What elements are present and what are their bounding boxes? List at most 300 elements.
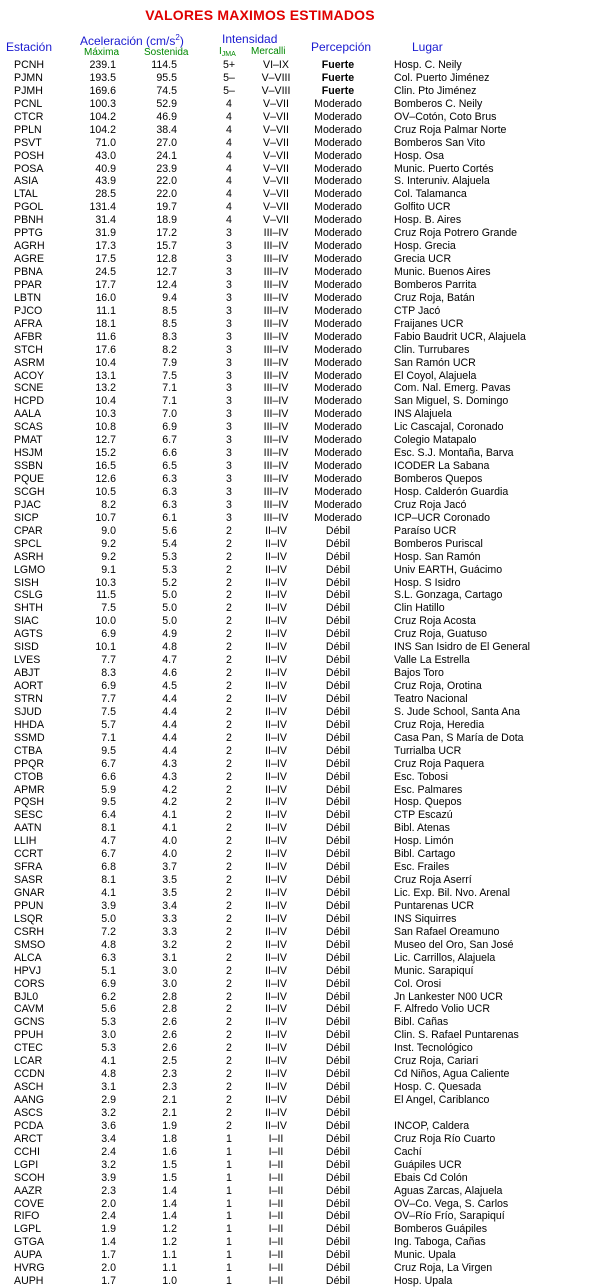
sustained-acceleration: 1.6	[162, 1145, 177, 1158]
mercalli-intensity: III–IV	[263, 266, 289, 278]
station-code: PBNH	[14, 214, 44, 227]
table-row	[0, 589, 590, 602]
station-code: SPCL	[14, 537, 42, 550]
table-row	[0, 357, 590, 370]
location: ICODER La Sabana	[394, 460, 490, 473]
max-acceleration: 9.5	[101, 744, 116, 757]
jma-intensity: 2	[226, 1119, 232, 1132]
station-code: ASIA	[14, 175, 39, 188]
mercalli-intensity: III–IV	[263, 304, 289, 317]
table-row	[0, 525, 590, 538]
jma-intensity: 2	[226, 874, 232, 887]
header-maxima: Máxima	[84, 47, 120, 58]
perception: Débil	[325, 835, 351, 848]
sustained-acceleration: 1.4	[162, 1210, 177, 1223]
location: OV–Río Frío, Sarapiquí	[394, 1210, 505, 1223]
table-row	[0, 1094, 590, 1107]
max-acceleration: 6.9	[101, 680, 116, 692]
perception: Moderado	[314, 291, 362, 304]
max-acceleration: 43.0	[95, 149, 116, 162]
jma-intensity: 3	[226, 317, 232, 330]
sustained-acceleration: 19.7	[156, 201, 177, 214]
mercalli-intensity: II–IV	[265, 912, 287, 925]
station-code: LSQR	[14, 912, 43, 925]
max-acceleration: 10.3	[95, 408, 116, 421]
table-row	[0, 732, 590, 745]
station-code: ASRM	[14, 356, 45, 369]
perception: Débil	[325, 1068, 351, 1081]
max-acceleration: 4.8	[101, 1068, 116, 1081]
station-code: PJMN	[14, 71, 43, 84]
sustained-acceleration: 12.4	[156, 278, 177, 291]
perception: Moderado	[314, 149, 362, 162]
table-row	[0, 926, 590, 939]
perception: Débil	[325, 667, 351, 680]
table-row	[0, 861, 590, 874]
max-acceleration: 4.8	[101, 938, 116, 951]
table-row	[0, 1016, 590, 1029]
jma-intensity: 3	[226, 447, 232, 460]
perception: Débil	[325, 589, 351, 602]
mercalli-intensity: I–II	[268, 1184, 284, 1197]
max-acceleration: 1.7	[101, 1275, 116, 1288]
table-row	[0, 1236, 590, 1249]
jma-intensity: 2	[226, 718, 232, 731]
sustained-acceleration: 46.9	[156, 110, 177, 123]
table-row	[0, 1275, 590, 1288]
max-acceleration: 2.4	[101, 1145, 116, 1158]
location: Cruz Roja, Cariari	[394, 1055, 479, 1068]
sustained-acceleration: 24.1	[156, 149, 177, 162]
jma-intensity: 2	[226, 887, 232, 899]
mercalli-intensity: II–IV	[265, 938, 287, 951]
jma-intensity: 2	[226, 951, 232, 964]
sustained-acceleration: 8.5	[162, 317, 177, 330]
perception: Moderado	[314, 421, 362, 434]
max-acceleration: 3.1	[101, 1081, 116, 1094]
location: Bomberos C. Neily	[394, 97, 483, 110]
table-row	[0, 1042, 590, 1055]
table-row	[0, 150, 590, 163]
mercalli-intensity: II–IV	[265, 628, 287, 641]
jma-intensity: 2	[226, 796, 232, 809]
mercalli-intensity: II–IV	[265, 550, 287, 563]
max-acceleration: 7.1	[101, 731, 116, 744]
table-row	[0, 1003, 590, 1016]
sustained-acceleration: 3.4	[162, 899, 177, 912]
jma-intensity: 2	[226, 731, 232, 744]
jma-intensity: 2	[226, 809, 232, 822]
sustained-acceleration: 5.6	[162, 524, 177, 537]
location: Esc. Frailes	[394, 861, 450, 874]
jma-intensity: 4	[226, 214, 232, 227]
mercalli-intensity: II–IV	[265, 641, 287, 654]
table-row	[0, 978, 590, 991]
mercalli-intensity: V–VII	[263, 149, 289, 162]
station-code: PPAR	[14, 278, 43, 291]
perception: Débil	[325, 1171, 351, 1184]
jma-intensity: 2	[226, 835, 232, 848]
mercalli-intensity: II–IV	[265, 524, 287, 537]
station-code: PPQR	[14, 757, 45, 770]
location: Aguas Zarcas, Alajuela	[394, 1184, 503, 1197]
table-row	[0, 305, 590, 318]
sustained-acceleration: 6.1	[162, 511, 177, 524]
max-acceleration: 9.2	[101, 550, 116, 563]
mercalli-intensity: II–IV	[265, 770, 287, 783]
location: El Coyol, Alajuela	[394, 369, 477, 382]
jma-intensity: 3	[226, 434, 232, 447]
sustained-acceleration: 3.0	[162, 964, 177, 977]
station-code: LGPI	[14, 1158, 39, 1171]
mercalli-intensity: I–II	[268, 1197, 284, 1210]
table-row	[0, 693, 590, 706]
header-sostenida: Sostenida	[144, 47, 189, 58]
station-code: LCAR	[14, 1055, 43, 1068]
mercalli-intensity: III–IV	[263, 473, 289, 485]
table-row	[0, 784, 590, 797]
table-row	[0, 965, 590, 978]
perception: Débil	[325, 1081, 351, 1094]
station-code: PPLN	[14, 123, 42, 136]
mercalli-intensity: V–VII	[263, 123, 289, 136]
station-table	[0, 59, 590, 1288]
location: Munic. Upala	[394, 1249, 456, 1262]
jma-intensity: 2	[226, 977, 232, 990]
jma-intensity: 4	[226, 110, 232, 123]
max-acceleration: 1.4	[101, 1236, 116, 1249]
max-acceleration: 2.0	[101, 1197, 116, 1210]
max-acceleration: 17.3	[95, 240, 116, 253]
max-acceleration: 7.2	[101, 925, 116, 938]
table-row	[0, 654, 590, 667]
table-row	[0, 408, 590, 421]
perception: Débil	[325, 874, 351, 887]
mercalli-intensity: I–II	[268, 1262, 284, 1275]
location: San Rafael Oreamuno	[394, 925, 500, 938]
location: Hosp. Calderón Guardia	[394, 485, 509, 498]
mercalli-intensity: II–IV	[265, 1029, 287, 1042]
perception: Moderado	[314, 304, 362, 317]
jma-intensity: 3	[226, 266, 232, 278]
max-acceleration: 6.7	[101, 757, 116, 770]
location: Hosp. C. Neily	[394, 59, 462, 71]
table-row	[0, 1068, 590, 1081]
max-acceleration: 4.1	[101, 887, 116, 899]
perception: Débil	[325, 1249, 351, 1262]
perception: Débil	[325, 1042, 351, 1055]
mercalli-intensity: II–IV	[265, 589, 287, 602]
sustained-acceleration: 4.8	[162, 641, 177, 654]
max-acceleration: 15.2	[95, 447, 116, 460]
location: Inst. Tecnológico	[394, 1042, 473, 1055]
table-row	[0, 214, 590, 227]
location: Casa Pan, S María de Dota	[394, 731, 524, 744]
max-acceleration: 17.6	[95, 343, 116, 356]
mercalli-intensity: V–VII	[263, 175, 289, 188]
max-acceleration: 239.1	[89, 59, 116, 71]
station-code: GTGA	[14, 1236, 45, 1249]
table-row	[0, 887, 590, 900]
perception: Fuerte	[321, 71, 355, 84]
table-row	[0, 227, 590, 240]
perception: Moderado	[314, 188, 362, 201]
jma-intensity: 1	[226, 1132, 232, 1145]
station-code: STCH	[14, 343, 43, 356]
jma-intensity: 2	[226, 990, 232, 1003]
sustained-acceleration: 6.6	[162, 447, 177, 460]
sustained-acceleration: 7.9	[162, 356, 177, 369]
table-row	[0, 1055, 590, 1068]
perception: Moderado	[314, 123, 362, 136]
sustained-acceleration: 23.9	[156, 162, 177, 175]
station-code: CSLG	[14, 589, 43, 602]
sustained-acceleration: 2.1	[162, 1094, 177, 1106]
jma-intensity: 4	[226, 123, 232, 136]
sustained-acceleration: 2.6	[162, 1016, 177, 1029]
table-row	[0, 201, 590, 214]
location: Clin. S. Rafael Puntarenas	[394, 1029, 519, 1042]
jma-intensity: 2	[226, 1003, 232, 1016]
jma-intensity: 1	[226, 1210, 232, 1223]
station-code: ACOY	[14, 369, 45, 382]
station-code: PGOL	[14, 201, 44, 214]
table-row	[0, 279, 590, 292]
jma-intensity: 2	[226, 680, 232, 692]
max-acceleration: 5.0	[101, 912, 116, 925]
location: Hosp. S Isidro	[394, 576, 461, 589]
location: S.L. Gonzaga, Cartago	[394, 589, 503, 602]
jma-intensity: 3	[226, 227, 232, 240]
mercalli-intensity: II–IV	[265, 899, 287, 912]
table-row	[0, 137, 590, 150]
sustained-acceleration: 1.0	[162, 1275, 177, 1288]
mercalli-intensity: V–VII	[263, 110, 289, 123]
sustained-acceleration: 3.3	[162, 912, 177, 925]
location: Cruz Roja Río Cuarto	[394, 1132, 496, 1145]
mercalli-intensity: II–IV	[265, 874, 287, 887]
table-row	[0, 1185, 590, 1198]
mercalli-intensity: I–II	[268, 1275, 284, 1288]
mercalli-intensity: III–IV	[263, 395, 289, 408]
sustained-acceleration: 1.2	[162, 1223, 177, 1236]
perception: Débil	[325, 977, 351, 990]
perception: Débil	[325, 938, 351, 951]
location: Teatro Nacional	[394, 692, 468, 705]
perception: Moderado	[314, 485, 362, 498]
location: Esc. Palmares	[394, 783, 463, 796]
station-code: BJL0	[14, 990, 39, 1003]
jma-intensity: 4	[226, 162, 232, 175]
max-acceleration: 43.9	[95, 175, 116, 188]
max-acceleration: 31.4	[95, 214, 116, 227]
jma-intensity: 2	[226, 757, 232, 770]
mercalli-intensity: III–IV	[263, 343, 289, 356]
location: Cruz Roja Paquera	[394, 757, 485, 770]
header-ijma-sub: JMA	[221, 51, 236, 58]
perception: Moderado	[314, 240, 362, 253]
max-acceleration: 16.5	[95, 460, 116, 473]
station-code: AORT	[14, 680, 44, 692]
jma-intensity: 1	[226, 1262, 232, 1275]
jma-intensity: 2	[226, 692, 232, 705]
station-code: RIFO	[14, 1210, 40, 1223]
mercalli-intensity: II–IV	[265, 1106, 287, 1119]
station-code: ASCS	[14, 1106, 43, 1119]
jma-intensity: 2	[226, 641, 232, 654]
max-acceleration: 3.9	[101, 899, 116, 912]
jma-intensity: 2	[226, 537, 232, 550]
header-ijma	[219, 46, 236, 58]
station-code: POSA	[14, 162, 44, 175]
table-row	[0, 124, 590, 137]
jma-intensity: 2	[226, 550, 232, 563]
mercalli-intensity: V–VII	[263, 188, 289, 201]
table-row	[0, 460, 590, 473]
station-code: LTAL	[14, 188, 38, 201]
table-row	[0, 771, 590, 784]
jma-intensity: 3	[226, 382, 232, 395]
max-acceleration: 10.7	[95, 511, 116, 524]
station-code: HVRG	[14, 1262, 45, 1275]
location: Grecia UCR	[394, 253, 452, 266]
location: Col. Talamanca	[394, 188, 467, 201]
mercalli-intensity: II–IV	[265, 822, 287, 835]
station-code: SMSO	[14, 938, 46, 951]
perception: Moderado	[314, 408, 362, 421]
mercalli-intensity: II–IV	[265, 809, 287, 822]
perception: Débil	[325, 1275, 351, 1288]
station-code: CTOB	[14, 770, 44, 783]
header-aceleracion-close: )	[179, 34, 184, 48]
station-code: PJAC	[14, 498, 42, 511]
station-code: PQUE	[14, 473, 45, 485]
perception: Moderado	[314, 395, 362, 408]
max-acceleration: 16.0	[95, 291, 116, 304]
table-row	[0, 939, 590, 952]
perception: Moderado	[314, 317, 362, 330]
station-code: SIAC	[14, 615, 39, 628]
jma-intensity: 1	[226, 1223, 232, 1236]
sustained-acceleration: 1.1	[162, 1249, 177, 1262]
location: Bomberos Quepos	[394, 473, 483, 485]
jma-intensity: 3	[226, 291, 232, 304]
sustained-acceleration: 52.9	[156, 97, 177, 110]
jma-intensity: 3	[226, 330, 232, 343]
table-row	[0, 253, 590, 266]
max-acceleration: 3.6	[101, 1119, 116, 1132]
location: INS San Isidro de El General	[394, 641, 531, 654]
table-row	[0, 421, 590, 434]
perception: Débil	[325, 1184, 351, 1197]
table-row	[0, 602, 590, 615]
station-code: AATN	[14, 822, 42, 835]
perception: Débil	[325, 524, 351, 537]
location: Fraijanes UCR	[394, 317, 464, 330]
mercalli-intensity: III–IV	[263, 356, 289, 369]
mercalli-intensity: III–IV	[263, 421, 289, 434]
station-code: AAZR	[14, 1184, 43, 1197]
station-code: PCNH	[14, 59, 45, 71]
sustained-acceleration: 15.7	[156, 240, 177, 253]
perception: Fuerte	[321, 59, 355, 71]
table-row	[0, 1210, 590, 1223]
mercalli-intensity: II–IV	[265, 718, 287, 731]
table-row	[0, 758, 590, 771]
sustained-acceleration: 4.3	[162, 770, 177, 783]
mercalli-intensity: III–IV	[263, 278, 289, 291]
jma-intensity: 2	[226, 628, 232, 641]
sustained-acceleration: 1.1	[162, 1262, 177, 1275]
location: Bomberos Guápiles	[394, 1223, 488, 1236]
jma-intensity: 4	[226, 175, 232, 188]
sustained-acceleration: 22.0	[156, 175, 177, 188]
location: OV–Co. Vega, S. Carlos	[394, 1197, 509, 1210]
table-row	[0, 72, 590, 85]
station-code: CTBA	[14, 744, 43, 757]
max-acceleration: 5.7	[101, 718, 116, 731]
perception: Débil	[325, 951, 351, 964]
perception: Moderado	[314, 498, 362, 511]
jma-intensity: 2	[226, 1029, 232, 1042]
sustained-acceleration: 2.3	[162, 1081, 177, 1094]
table-row	[0, 1107, 590, 1120]
mercalli-intensity: II–IV	[265, 887, 287, 899]
location: Munic. Puerto Cortés	[394, 162, 494, 175]
mercalli-intensity: I–II	[268, 1158, 284, 1171]
mercalli-intensity: II–IV	[265, 951, 287, 964]
perception: Moderado	[314, 473, 362, 485]
sustained-acceleration: 2.5	[162, 1055, 177, 1068]
station-code: AUPH	[14, 1275, 44, 1288]
location: Col. Puerto Jiménez	[394, 71, 490, 84]
table-row	[0, 1262, 590, 1275]
location: Clin Hatillo	[394, 602, 445, 615]
jma-intensity: 2	[226, 1094, 232, 1106]
perception: Débil	[325, 1094, 351, 1106]
mercalli-intensity: III–IV	[263, 317, 289, 330]
jma-intensity: 2	[226, 783, 232, 796]
station-code: SICP	[14, 511, 39, 524]
table-row	[0, 848, 590, 861]
mercalli-intensity: III–IV	[263, 511, 289, 524]
station-code: LGPL	[14, 1223, 42, 1236]
location: Bomberos San Vito	[394, 136, 486, 149]
location: Cachí	[394, 1145, 422, 1158]
location: INCOP, Caldera	[394, 1119, 470, 1132]
station-code: AGTS	[14, 628, 43, 641]
jma-intensity: 3	[226, 511, 232, 524]
sustained-acceleration: 3.5	[162, 887, 177, 899]
sustained-acceleration: 1.8	[162, 1132, 177, 1145]
station-code: CCHI	[14, 1145, 40, 1158]
mercalli-intensity: III–IV	[263, 330, 289, 343]
location: Cruz Roja Acosta	[394, 615, 476, 628]
station-code: CCDN	[14, 1068, 45, 1081]
max-acceleration: 7.5	[101, 602, 116, 615]
sustained-acceleration: 2.1	[162, 1106, 177, 1119]
perception: Débil	[325, 822, 351, 835]
location: Ebais Cd Colón	[394, 1171, 468, 1184]
perception: Débil	[325, 990, 351, 1003]
max-acceleration: 7.7	[101, 692, 116, 705]
station-code: GCNS	[14, 1016, 45, 1029]
perception: Débil	[325, 641, 351, 654]
mercalli-intensity: V–VIII	[261, 71, 291, 84]
max-acceleration: 10.0	[95, 615, 116, 628]
jma-intensity: 2	[226, 1055, 232, 1068]
perception: Moderado	[314, 343, 362, 356]
